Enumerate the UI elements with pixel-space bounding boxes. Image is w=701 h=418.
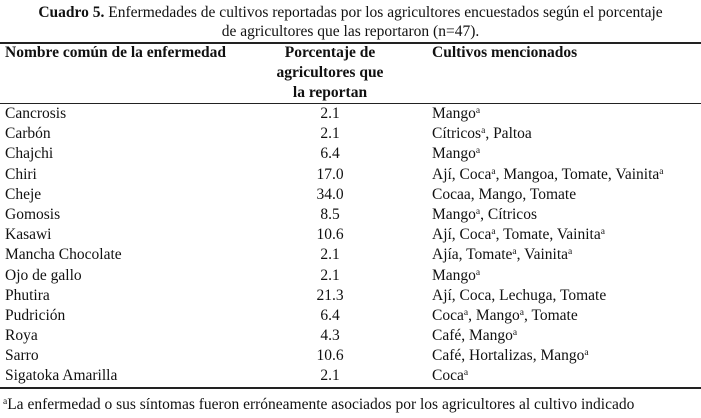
percent-cell: 2.1 bbox=[320, 266, 340, 284]
table-row bbox=[0, 266, 701, 286]
footnote-marker: a bbox=[475, 206, 481, 217]
percent-cell: 6.4 bbox=[320, 145, 340, 163]
crops-text: Ajía, Tomate bbox=[432, 246, 513, 264]
disease-name-cell: Mancha Chocolate bbox=[5, 246, 122, 264]
table-row bbox=[0, 346, 701, 366]
crops-cell bbox=[432, 366, 468, 386]
header-percent-line-1: Porcentaje de bbox=[284, 44, 376, 61]
crops-cell bbox=[432, 306, 578, 326]
table-caption bbox=[0, 3, 701, 41]
crops-text: Mango bbox=[432, 266, 476, 284]
footnote-marker: a bbox=[491, 166, 496, 177]
footnote-marker: a bbox=[512, 328, 518, 339]
table-row bbox=[0, 205, 701, 225]
crops-cell bbox=[432, 245, 572, 265]
footnote-marker: a bbox=[475, 267, 481, 278]
caption-label: Cuadro 5. bbox=[38, 4, 105, 21]
crops-text: Mango bbox=[432, 105, 476, 122]
table-row bbox=[0, 326, 701, 346]
footnote-marker: a bbox=[584, 348, 589, 359]
crops-cell bbox=[432, 326, 517, 346]
crops-text: , Tomate bbox=[523, 306, 578, 324]
crops-cell bbox=[432, 144, 480, 164]
table-row bbox=[0, 165, 701, 185]
disease-name-cell: Sarro bbox=[5, 347, 39, 365]
crops-text: , Mangoa, Tomate, Vainita bbox=[495, 165, 660, 183]
percent-cell: 34.0 bbox=[316, 185, 344, 203]
disease-name-cell: Cheje bbox=[5, 185, 42, 203]
crops-text: Café, Hortalizas, Mango bbox=[432, 347, 585, 365]
percent-cell: 8.5 bbox=[320, 205, 340, 223]
crops-text: Mango bbox=[432, 145, 476, 163]
crops-text: Ají, Coca bbox=[432, 226, 492, 244]
disease-name-cell: Chiri bbox=[5, 165, 37, 183]
crops-text: , Paltoa bbox=[485, 125, 532, 143]
crops-text: , Mango bbox=[468, 306, 520, 324]
footnote bbox=[3, 395, 634, 415]
percent-cell: 2.1 bbox=[320, 246, 340, 264]
footnote-marker: a bbox=[659, 166, 664, 177]
header-disease-name: Nombre común de la enfermedad bbox=[5, 44, 226, 61]
disease-name-cell: Chajchi bbox=[5, 145, 54, 163]
percent-cell: 17.0 bbox=[316, 165, 344, 183]
disease-name-cell: Ojo de gallo bbox=[5, 266, 82, 284]
crops-text: Café, Mango bbox=[432, 327, 513, 345]
table-row bbox=[0, 366, 701, 386]
footnote-marker: a bbox=[475, 106, 481, 116]
caption-text-2: de agricultores que las reportaron (n=47). bbox=[221, 23, 480, 40]
crops-text: Cocaa, Mango, Tomate bbox=[432, 185, 577, 203]
footnote-marker: a bbox=[475, 146, 481, 157]
table-row bbox=[0, 225, 701, 245]
crops-text: , Cítricos bbox=[480, 205, 537, 223]
footnote-marker: a bbox=[568, 247, 573, 258]
percent-cell: 10.6 bbox=[316, 347, 344, 365]
table-row bbox=[0, 306, 701, 326]
crops-text: Cítricos bbox=[432, 125, 482, 143]
crops-cell bbox=[432, 104, 480, 124]
crops-text: Ají, Coca, Lechuga, Tomate bbox=[432, 286, 607, 304]
crops-text: Mango bbox=[432, 205, 476, 223]
table-body bbox=[0, 104, 701, 387]
footnote-marker: a bbox=[463, 368, 469, 379]
disease-name-cell: Pudrición bbox=[5, 306, 66, 324]
caption-line-1 bbox=[0, 3, 701, 22]
crops-cell bbox=[432, 346, 589, 366]
percent-cell: 2.1 bbox=[320, 105, 340, 122]
footnote-marker: a bbox=[512, 247, 517, 258]
crops-text: , Vainita bbox=[516, 246, 569, 264]
crops-text: Ají, Coca bbox=[432, 165, 492, 183]
disease-name-cell: Carbón bbox=[5, 125, 51, 143]
header-percent-line-2: agricultores que bbox=[276, 64, 384, 81]
percent-cell: 2.1 bbox=[320, 367, 340, 385]
crops-cell bbox=[432, 286, 606, 306]
crops-cell bbox=[432, 225, 605, 245]
footnote-marker: a bbox=[481, 126, 486, 137]
crops-text: Coca bbox=[432, 306, 464, 324]
footnote-marker: a bbox=[491, 227, 496, 238]
crops-cell bbox=[432, 266, 480, 286]
header-percent bbox=[263, 43, 397, 103]
footnote-marker: a bbox=[519, 307, 524, 318]
table-row bbox=[0, 286, 701, 306]
percent-cell: 4.3 bbox=[320, 327, 340, 345]
percent-cell: 6.4 bbox=[320, 306, 340, 324]
table-row bbox=[0, 124, 701, 144]
table-row bbox=[0, 245, 701, 265]
disease-name-cell: Sigatoka Amarilla bbox=[5, 367, 118, 385]
disease-name-cell: Gomosis bbox=[5, 205, 61, 223]
footnote-marker: a bbox=[600, 227, 605, 238]
crops-cell bbox=[432, 205, 537, 225]
crops-cell bbox=[432, 124, 532, 144]
header-crops: Cultivos mencionados bbox=[432, 44, 578, 61]
percent-cell: 2.1 bbox=[320, 125, 340, 143]
percent-cell: 21.3 bbox=[316, 286, 344, 304]
footnote-marker: a bbox=[463, 307, 469, 318]
disease-name-cell: Phutira bbox=[5, 286, 50, 304]
footnote-marker: a bbox=[3, 397, 8, 407]
bottom-rule bbox=[0, 387, 701, 389]
percent-cell: 10.6 bbox=[316, 226, 344, 244]
crops-cell bbox=[432, 165, 664, 185]
table-row bbox=[0, 104, 701, 124]
table-row bbox=[0, 144, 701, 164]
table-row bbox=[0, 185, 701, 205]
footnote-text: La enfermedad o sus síntomas fueron erróneamente asociados por los agricultores al cultivo indicado bbox=[7, 396, 635, 413]
crops-text: Coca bbox=[432, 367, 464, 385]
disease-name-cell: Roya bbox=[5, 327, 38, 345]
disease-name-cell: Kasawi bbox=[5, 226, 52, 244]
caption-text-1: Enfermedades de cultivos reportadas por los agricultores encuestados según el porcentaje bbox=[108, 4, 663, 21]
header-percent-line-3: la reportan bbox=[292, 84, 368, 101]
crops-cell bbox=[432, 185, 576, 205]
crops-text: , Tomate, Vainita bbox=[495, 226, 601, 244]
disease-name-cell: Cancrosis bbox=[5, 105, 67, 122]
